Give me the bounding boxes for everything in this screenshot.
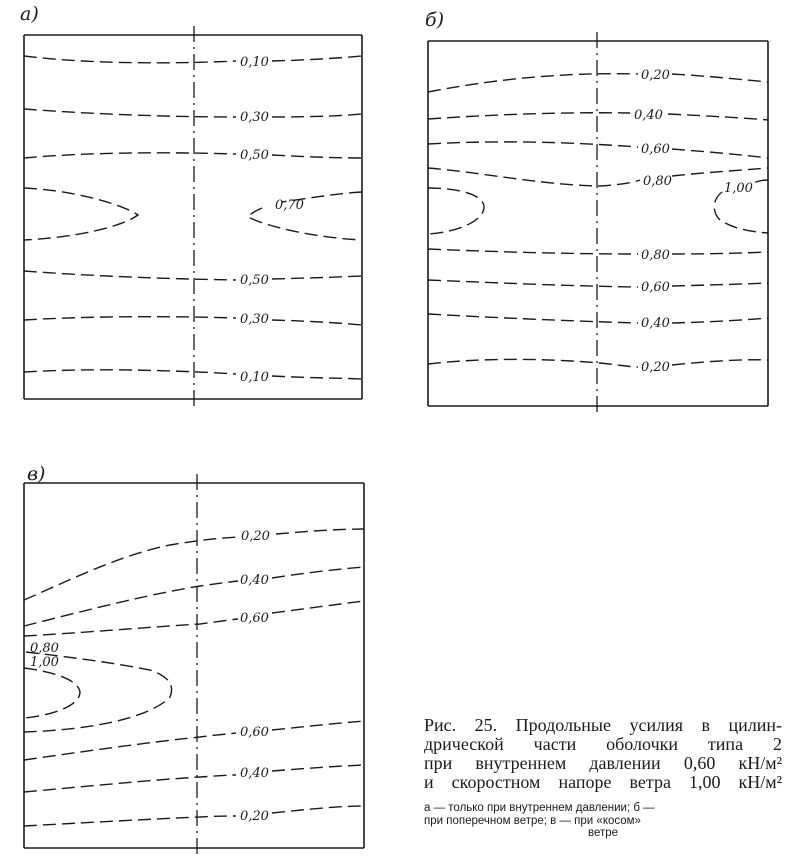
caption-line-4: и скоростном напоре ветра 1,00 кН/м² xyxy=(424,772,782,792)
panel-c-contour-040-bottom xyxy=(24,765,364,792)
panel-a-contour-050-bottom xyxy=(24,271,362,280)
panel-b-label-2: 0,40 xyxy=(634,108,663,123)
panel-c-letter: в) xyxy=(27,463,46,485)
panel-c-label-4: 0,80 xyxy=(30,641,59,656)
panel-b-contour-020-top xyxy=(428,74,768,92)
panel-a-contour-050-top xyxy=(24,153,362,158)
panel-c-label-8: 0,20 xyxy=(240,809,269,824)
panel-c-contour-020-top xyxy=(24,529,364,600)
panel-a-label-6: 0,30 xyxy=(240,312,269,327)
caption-line-3: при внутреннем давлении 0,60 кН/м² xyxy=(424,753,782,773)
panel-b-contour-080-bottom xyxy=(428,249,768,254)
panel-b-contour-080-top xyxy=(428,168,768,186)
panel-a-contour-030-bottom xyxy=(24,317,362,325)
panel-a-contour-070-left xyxy=(24,188,138,240)
panel-b-contour-060-top xyxy=(428,142,768,158)
panel-a-label-1: 0,10 xyxy=(240,55,269,70)
panel-a-letter: а) xyxy=(20,3,39,25)
panel-c-label-2: 0,40 xyxy=(240,573,269,588)
panel-b-label-8: 0,40 xyxy=(641,316,670,331)
panel-a-label-2: 0,30 xyxy=(240,110,269,125)
panel-b-contour-040-bottom xyxy=(428,314,768,323)
panel-b-label-3: 0,60 xyxy=(641,142,670,157)
panel-c-contour-060-top xyxy=(24,601,364,636)
caption-line-2: дрической части оболочки типа 2 xyxy=(424,734,782,754)
panel-c-label-3: 0,60 xyxy=(240,611,269,626)
panel-c-contour-020-bottom xyxy=(24,806,364,826)
panel-b xyxy=(425,9,768,414)
panel-c-contour-100 xyxy=(24,668,80,718)
panel-b-label-1: 0,20 xyxy=(641,68,670,83)
caption-legend xyxy=(424,802,782,840)
panel-a-contour-030-top xyxy=(24,109,362,117)
caption-line-1: Рис. 25. Продольные усилия в цилин- xyxy=(424,715,782,735)
panel-c-contour-060-bottom xyxy=(24,721,364,760)
legend-line-3: ветре xyxy=(587,827,619,839)
panel-a-label-5: 0,50 xyxy=(240,273,269,288)
panel-b-label-4: 0,80 xyxy=(643,174,672,189)
caption-title xyxy=(424,716,782,792)
panel-b-label-9: 0,20 xyxy=(641,360,670,375)
panel-b-label-7: 0,60 xyxy=(641,280,670,295)
panel-a-label-7: 0,10 xyxy=(240,370,269,385)
panel-c-contour-040-top xyxy=(24,567,364,626)
panel-b-contour-040-top xyxy=(428,113,768,120)
panel-a-label-3: 0,50 xyxy=(240,148,269,163)
panel-b-contour-060-bottom xyxy=(428,280,768,287)
legend-line-2: при поперечном ветре; в — при «косом» xyxy=(424,814,641,827)
panel-a xyxy=(20,3,362,406)
panel-b-label-5: 1,00 xyxy=(724,181,753,196)
panel-b-letter: б) xyxy=(425,9,445,31)
panel-b-contour-100-left xyxy=(428,188,484,234)
panel-a-contour-010-top xyxy=(24,56,362,63)
figure-caption xyxy=(424,716,782,840)
panel-a-label-4: 0,70 xyxy=(275,198,304,213)
panel-c-label-1: 0,20 xyxy=(241,529,270,544)
panel-c-label-7: 0,40 xyxy=(240,766,269,781)
panel-c-label-6: 0,60 xyxy=(240,725,269,740)
panel-a-contour-010-bottom xyxy=(24,370,362,379)
panel-c xyxy=(24,463,364,858)
panel-a-contour-070-right xyxy=(248,192,362,240)
panel-c-label-5: 1,00 xyxy=(30,655,59,670)
panel-b-contour-020-bottom xyxy=(428,359,768,367)
panel-b-label-6: 0,80 xyxy=(641,248,670,263)
legend-line-1: а — только при внутреннем давлении; б — xyxy=(424,802,655,814)
